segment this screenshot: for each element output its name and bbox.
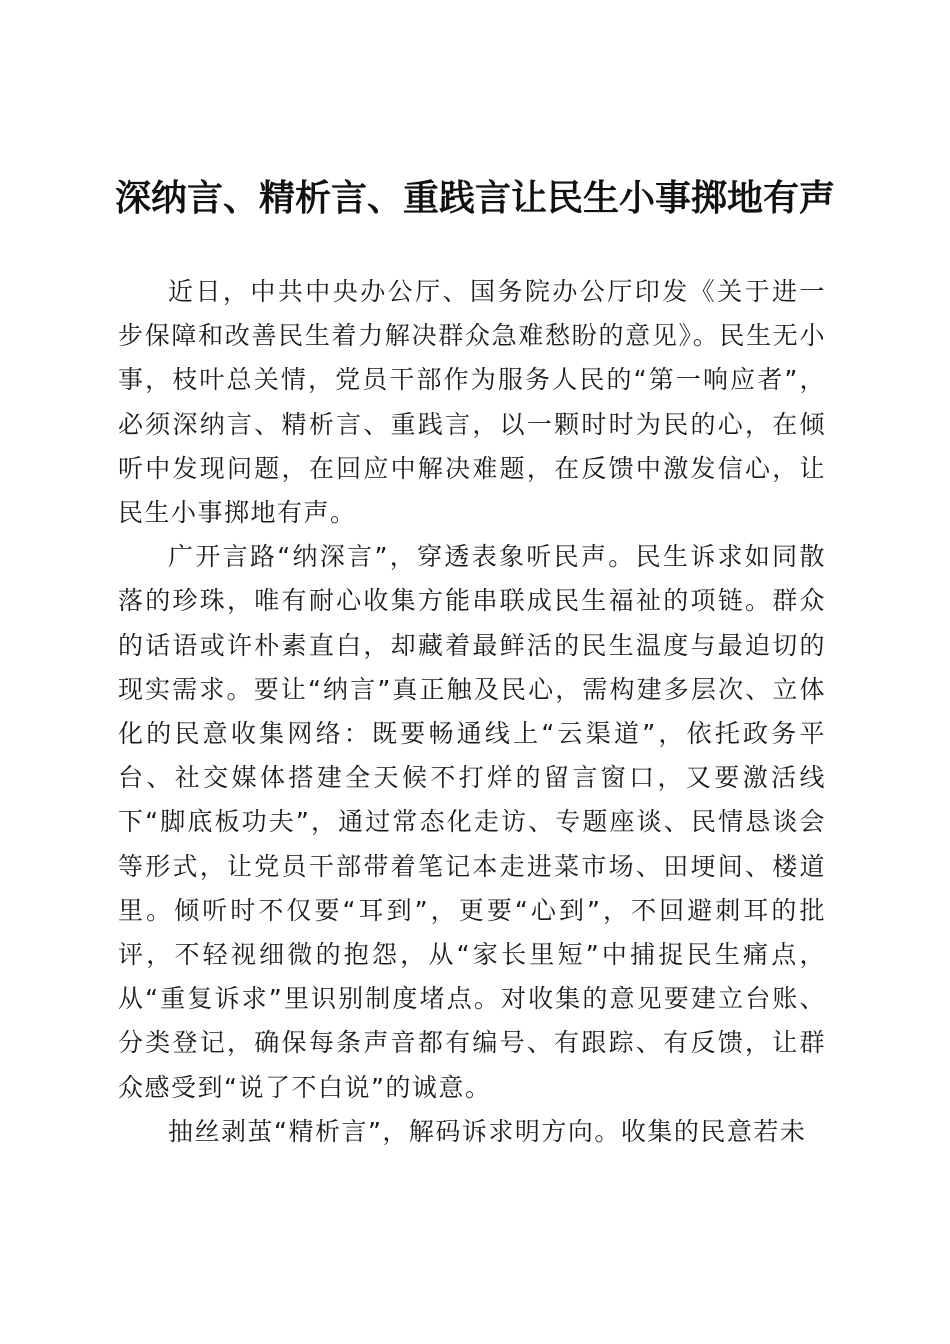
- paragraph-jing-xi-yan: 抽丝剥茧“精析言”，解码诉求明方向。收集的民意若未: [168, 1116, 807, 1146]
- paragraph-na-shen-yan: 广开言路“纳深言”，穿透表象听民声。民生诉求如同散落的珍珠，唯有耐心收集方能串联成民生福祉的项链。群众的话语或许朴素直白，却藏着最鲜活的民生温度与最迫切的现实需求。要让“纳言”真正触及民心，需构建多层次、立体化的民意收集网络：既要畅通线上“云渠道”，依托政务平台、社交媒体搭建全天候不打烊的留言窗口，又要激活线下“脚底板功夫”，通过常态化走访、专题座谈、民情恳谈会等形式，让党员干部带着笔记本走进菜市场、田埂间、楼道里。倾听时不仅要“耳到”，更要“心到”，不回避刺耳的批评，不轻视细微的抱怨，从“家长里短”中捕捉民生痛点，从“重复诉求”里识别制度堵点。对收集的意见要建立台账、分类登记，确保每条声音都有编号、有跟踪、有反馈，让群众感受到“说了不白说”的诚意。: [118, 542, 826, 1102]
- paragraph-intro: 近日，中共中央办公厅、国务院办公厅印发《关于进一步保障和改善民生着力解决群众急难愁盼的意见》。民生无小事，枝叶总关情，党员干部作为服务人民的“第一响应者”，必须深纳言、精析言、重践言，以一颗时时为民的心，在倾听中发现问题，在回应中解决难题，在反馈中激发信心，让民生小事掷地有声。: [118, 277, 826, 528]
- document-title: 深纳言、精析言、重践言让民生小事掷地有声: [114, 177, 835, 219]
- document-body: [118, 270, 826, 1154]
